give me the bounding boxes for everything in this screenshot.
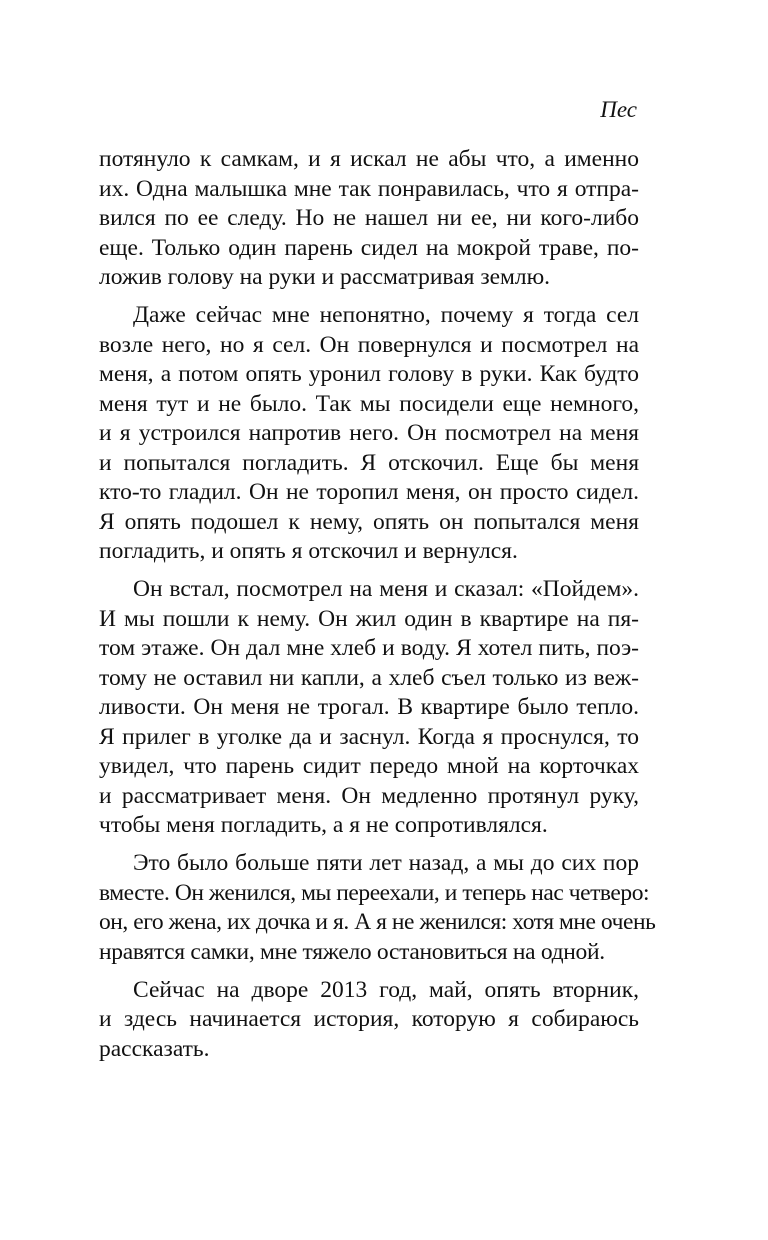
running-title: Пес bbox=[600, 97, 637, 122]
text-line: Даже сейчас мне непонятно, почему я тогда сел bbox=[133, 302, 639, 328]
text-line: Я прилег в уголке да и заснул. Когда я проснулся, то bbox=[99, 723, 639, 750]
text-line: вместе. Он женился, мы переехали, и теперь нас четверо: bbox=[99, 879, 650, 906]
text-line: Он встал, посмотрел на меня и сказал: «Пойдем». bbox=[133, 576, 639, 602]
text-line: вился по ее следу. Но не нашел ни ее, ни кого-либо bbox=[99, 205, 639, 231]
text-line: чтобы меня погладить, а я не сопротивлялся. bbox=[99, 812, 548, 838]
paragraph-5 bbox=[99, 976, 639, 1065]
text-line: он, его жена, их дочка и я. А я не женился: хотя мне очень bbox=[99, 909, 656, 935]
text-line: Сейчас на дворе 2013 год, май, опять вторник, bbox=[133, 976, 639, 1003]
text-line: ложив голову на руки и рассматривая землю. bbox=[99, 264, 551, 290]
text-line: погладить, и опять я отскочил и вернулся. bbox=[99, 538, 518, 564]
paragraph-4 bbox=[99, 849, 656, 967]
text-line: рассказать. bbox=[99, 1035, 210, 1062]
text-line: увидел, что парень сидит передо мной на корточках bbox=[99, 753, 639, 779]
text-line: и я устроился напротив него. Он посмотрел на меня bbox=[99, 420, 639, 446]
paragraph-3 bbox=[99, 575, 639, 841]
text-line: и попытался погладить. Я отскочил. Еще бы меня bbox=[99, 449, 639, 476]
text-line: их. Одна малышка мне так понравилась, что я отпра- bbox=[99, 175, 639, 202]
text-line: меня, а потом опять уронил голову в руки. Как будто bbox=[99, 361, 639, 387]
text-line: еще. Только один парень сидел на мокрой траве, по- bbox=[99, 234, 639, 261]
text-line: и рассматривает меня. Он медленно протянул руку, bbox=[99, 782, 639, 809]
text-line: ливости. Он меня не трогал. В квартире было тепло. bbox=[99, 694, 639, 720]
text-line: Это было больше пяти лет назад, а мы до сих пор bbox=[133, 850, 639, 876]
text-line: кто-то гладил. Он не торопил меня, он просто сидел. bbox=[99, 479, 639, 505]
text-line: тому не оставил ни капли, а хлеб съел только из веж- bbox=[99, 664, 639, 691]
paragraph-2 bbox=[99, 301, 639, 567]
text-line: нравятся самки, мне тяжело остановиться на одной. bbox=[99, 938, 605, 965]
text-line: потянуло к самкам, и я искал не абы что, а именно bbox=[99, 146, 639, 172]
text-line: и здесь начинается история, которую я собираюсь bbox=[99, 1006, 639, 1032]
text-line: том этаже. Он дал мне хлеб и воду. Я хотел пить, поэ- bbox=[99, 635, 639, 661]
text-line: И мы пошли к нему. Он жил один в квартире на пя- bbox=[99, 605, 639, 632]
text-line: возле него, но я сел. Он повернулся и посмотрел на bbox=[99, 331, 639, 358]
paragraph-1 bbox=[99, 145, 639, 293]
text-line: Я опять подошел к нему, опять он попытался меня bbox=[99, 508, 639, 535]
body-text bbox=[99, 145, 656, 1064]
text-line: меня тут и не было. Так мы посидели еще немного, bbox=[99, 390, 639, 417]
